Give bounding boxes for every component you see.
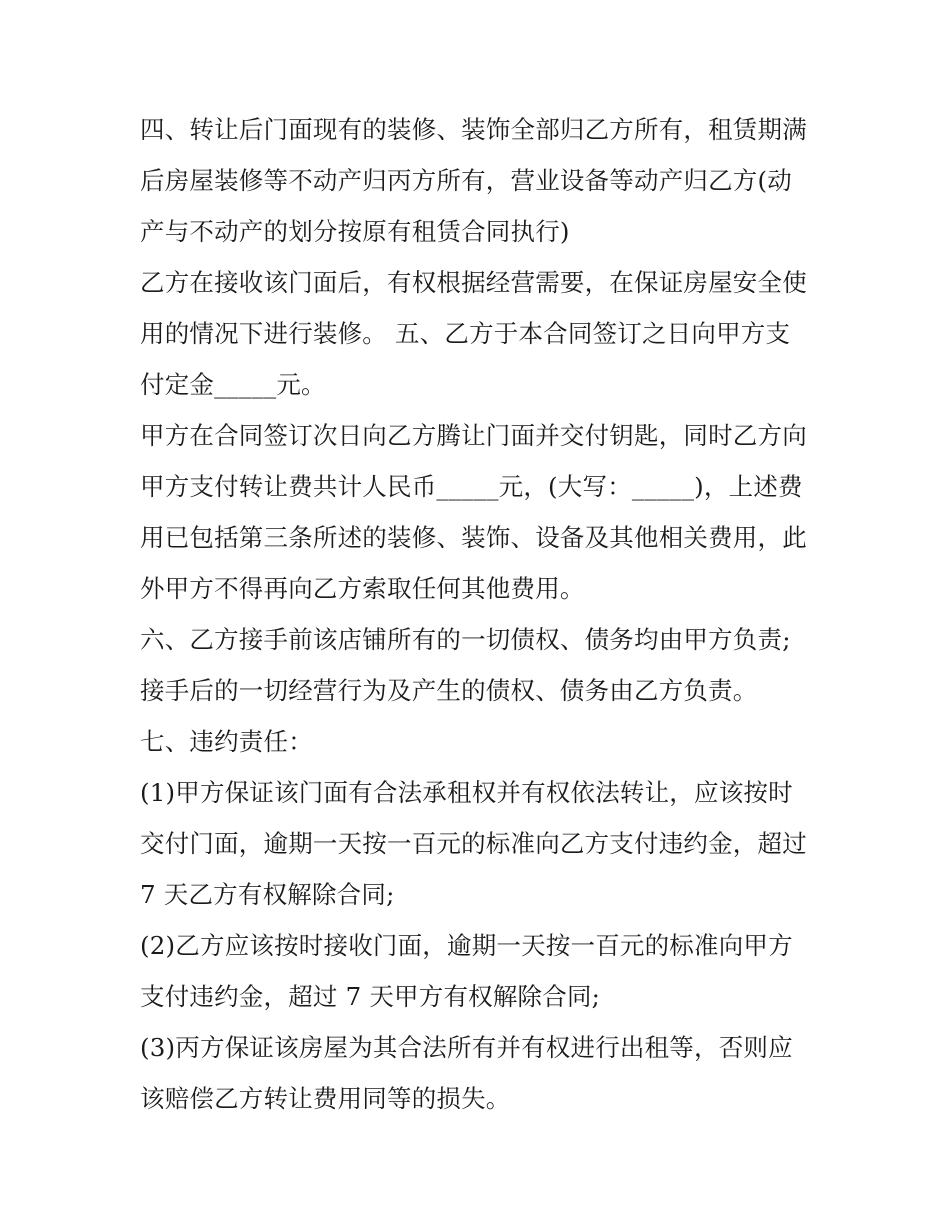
text-line: 后房屋装修等不动产归丙方所有，营业设备等动产归乙方(动 <box>140 166 792 195</box>
text-line: 付定金_____元。 <box>140 370 326 399</box>
text-line: 七、违约责任： <box>140 727 313 756</box>
text-line: 乙方在接收该门面后，有权根据经营需要，在保证房屋安全使 <box>140 268 807 297</box>
text-line: 该赔偿乙方转让费用同等的损失。 <box>140 1084 511 1113</box>
text-line: 7 天乙方有权解除合同; <box>140 880 395 909</box>
text-line: 外甲方不得再向乙方索取任何其他费用。 <box>140 574 585 603</box>
text-line: 四、转让后门面现有的装修、装饰全部归乙方所有，租赁期满 <box>140 115 807 144</box>
text-line: 六、乙方接手前该店铺所有的一切债权、债务均由甲方负责; <box>140 625 791 654</box>
text-line: (2)乙方应该按时接收门面，逾期一天按一百元的标准向甲方 <box>140 931 793 960</box>
text-line: 产与不动产的划分按原有租赁合同执行) <box>140 217 570 246</box>
text-line: 用已包括第三条所述的装修、装饰、设备及其他相关费用，此 <box>140 523 807 552</box>
text-line: 接手后的一切经营行为及产生的债权、债务由乙方负责。 <box>140 676 758 705</box>
text-line: 用的情况下进行装修。 五、乙方于本合同签订之日向甲方支 <box>140 319 791 348</box>
text-line: (1)甲方保证该门面有合法承租权并有权依法转让，应该按时 <box>140 778 793 807</box>
text-line: 支付违约金，超过 7 天甲方有权解除合同; <box>140 982 601 1011</box>
text-line: 甲方支付转让费共计人民币_____元，(大写：_____)，上述费 <box>140 472 803 501</box>
text-line: 交付门面，逾期一天按一百元的标准向乙方支付违约金，超过 <box>140 829 807 858</box>
document-body <box>140 104 820 1124</box>
text-line: 甲方在合同签订次日向乙方腾让门面并交付钥匙，同时乙方向 <box>140 421 807 450</box>
text-line: (3)丙方保证该房屋为其合法所有并有权进行出租等，否则应 <box>140 1033 793 1062</box>
